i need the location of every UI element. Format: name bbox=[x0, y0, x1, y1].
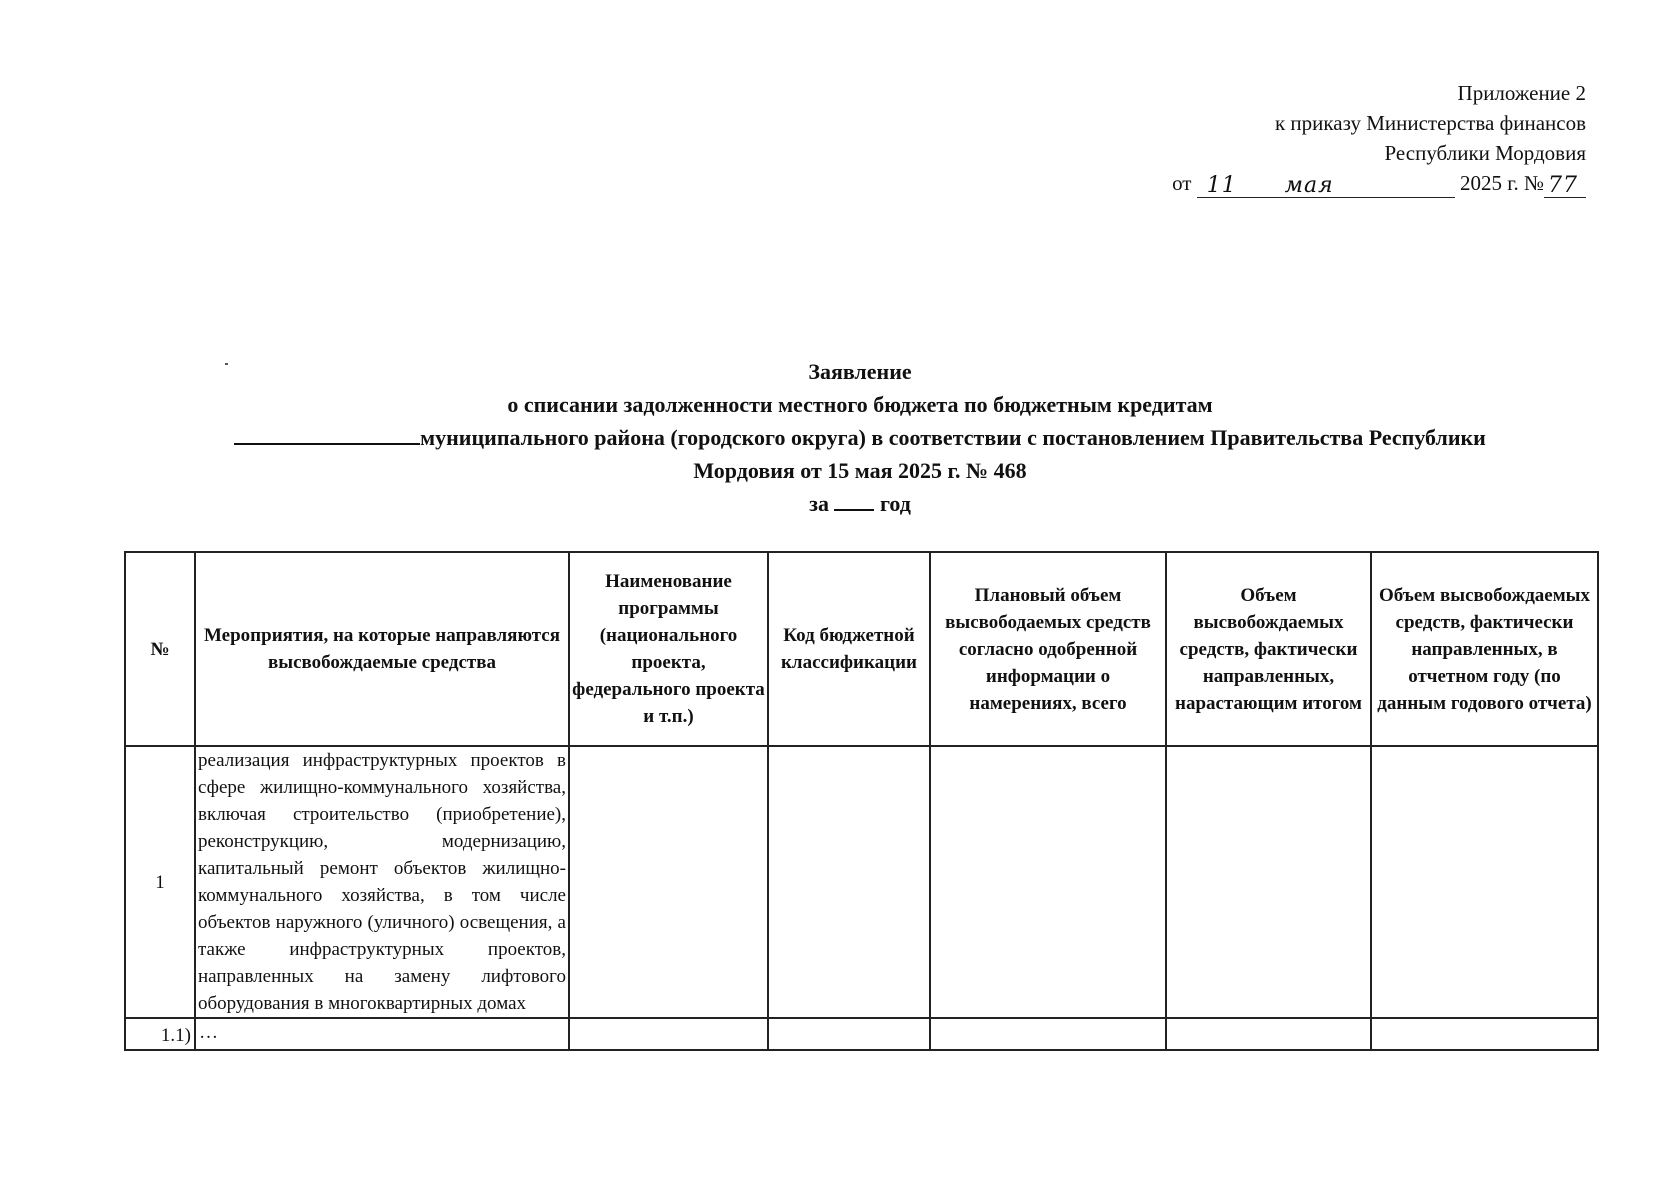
handwritten-number: 77 bbox=[1548, 173, 1578, 198]
header-cumulative-volume: Объем высвобождаемых средств, фактически направленных, нарастающим итогом bbox=[1166, 552, 1371, 746]
heading-subject: о списании задолженности местного бюджета по бюджетным кредитам bbox=[507, 392, 1213, 417]
row-program-cell bbox=[569, 746, 768, 1018]
table-row bbox=[125, 746, 1598, 1018]
municipality-blank bbox=[234, 423, 420, 445]
header-number: № bbox=[125, 552, 195, 746]
date-blank bbox=[1197, 175, 1455, 198]
row-code-cell bbox=[768, 1018, 930, 1050]
document-heading bbox=[130, 355, 1590, 520]
header-activities: Мероприятия, на которые направляются высвобождаемые средства bbox=[195, 552, 569, 746]
date-year: 2025 г. № bbox=[1459, 171, 1544, 195]
table-header-row bbox=[125, 552, 1598, 746]
handwritten-day: 11 bbox=[1206, 173, 1237, 198]
statement-table bbox=[124, 551, 1599, 1051]
header-planned-volume: Плановый объем высвободаемых средств согласно одобренной информации о намерениях, всего bbox=[930, 552, 1166, 746]
row-program-cell bbox=[569, 1018, 768, 1050]
header-program: Наименование программы (национального проекта, федерального проекта и т.п.) bbox=[569, 552, 768, 746]
appendix-date-line bbox=[1172, 168, 1586, 198]
appendix-republic: Республики Мордовия bbox=[1384, 141, 1586, 165]
table-row bbox=[125, 1018, 1598, 1050]
heading-year-line bbox=[130, 487, 1590, 520]
row-reporting-cell bbox=[1371, 746, 1598, 1018]
number-blank bbox=[1544, 175, 1586, 198]
handwritten-month: мая bbox=[1284, 173, 1334, 198]
year-blank bbox=[834, 491, 874, 511]
row-number: 1 bbox=[125, 746, 195, 1018]
row-cumulative-cell bbox=[1166, 1018, 1371, 1050]
header-budget-code: Код бюджетной классификации bbox=[768, 552, 930, 746]
heading-resolution: Мордовия от 15 мая 2025 г. № 468 bbox=[693, 458, 1027, 483]
row-code-cell bbox=[768, 746, 930, 1018]
date-prefix: от bbox=[1172, 171, 1192, 195]
year-prefix: за bbox=[809, 491, 829, 516]
header-reporting-year-volume: Объем высвобождаемых средств, фактически направленных, в отчетном году (по данным годового отчета) bbox=[1371, 552, 1598, 746]
row-planned-cell bbox=[930, 1018, 1166, 1050]
appendix-block bbox=[1172, 78, 1586, 198]
appendix-title: Приложение 2 bbox=[1457, 81, 1586, 105]
appendix-order: к приказу Министерства финансов bbox=[1274, 111, 1586, 135]
heading-municipality-line bbox=[130, 421, 1590, 454]
row-planned-cell bbox=[930, 746, 1166, 1018]
row-cumulative-cell bbox=[1166, 746, 1371, 1018]
row-description: реализация инфраструктурных проектов в сфере жилищно-коммунального хозяйства, включая строительство (приобретение), реконструкцию, модернизацию, капитальный ремонт объектов жилищно-коммунального хозяйства, в том числе объектов наружного (уличного) освещения, а также инфраструктурных проектов, направленных на замену лифтового оборудования в многоквартирных домах bbox=[195, 746, 569, 1018]
row-number: 1.1) bbox=[125, 1018, 195, 1050]
year-suffix: год bbox=[879, 491, 911, 516]
row-reporting-cell bbox=[1371, 1018, 1598, 1050]
heading-municipality-text: муниципального района (городского округа) в соответствии с постановлением Правительства Республики bbox=[420, 425, 1486, 450]
row-description: … bbox=[195, 1018, 569, 1050]
heading-title: Заявление bbox=[808, 359, 912, 384]
